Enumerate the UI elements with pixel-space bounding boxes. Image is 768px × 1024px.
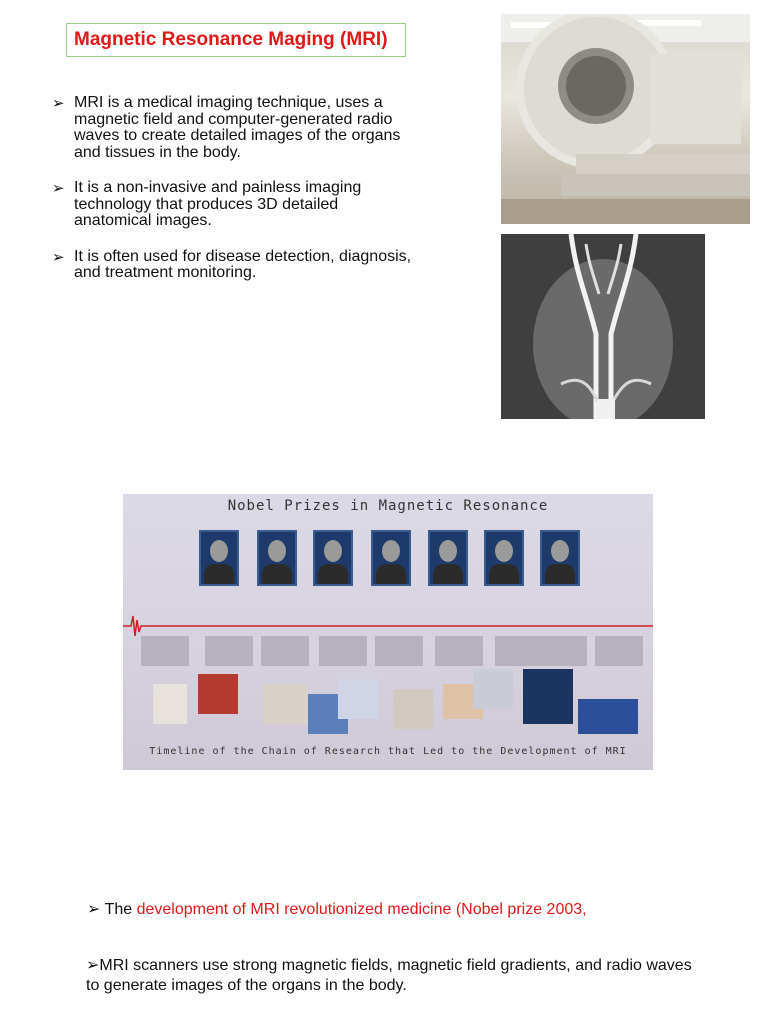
bullet-text: MRI is a medical imaging technique, uses a magnetic field and computer-generated radio waves to create detailed images of the organs and tissues in the body. (74, 94, 401, 161)
bottom-text-2: MRI scanners use strong magnetic fields, magnetic field gradients, and radio waves to generate images of the organs in the body. (86, 957, 692, 994)
arrow-bullet-icon: ➢ (87, 901, 101, 918)
bullet-text: It is a non-invasive and painless imaging technology that produces 3D detailed anatomical images. (74, 179, 362, 229)
board-heading: Nobel Prizes in Magnetic Resonance (227, 498, 549, 514)
page-title: Magnetic Resonance Maging (MRI) (74, 29, 388, 50)
bullet-list (52, 95, 412, 301)
arrow-bullet-icon: ➢ (86, 957, 100, 974)
bottom-text-highlight: development of MRI revolutionized medicine (Nobel prize 2003, (136, 901, 587, 918)
mr-angiography-image (501, 234, 705, 419)
arrow-bullet-icon: ➢ (52, 95, 65, 112)
bottom-text-prefix: The (104, 901, 137, 918)
bullet-item (52, 249, 412, 282)
bullet-item (52, 95, 412, 161)
timeline-caption: Timeline of the Chain of Research that Led to the Development of MRI (149, 746, 627, 757)
bottom-bullet-1 (87, 900, 587, 920)
bottom-bullet-2 (86, 956, 706, 996)
arrow-bullet-icon: ➢ (52, 180, 65, 197)
title-box (66, 23, 406, 57)
bullet-item (52, 180, 412, 230)
arrow-bullet-icon: ➢ (52, 248, 65, 266)
nobel-prizes-board-photo (123, 494, 653, 770)
bullet-text: It is often used for disease detection, diagnosis, and treatment monitoring. (74, 247, 412, 281)
mri-scanner-photo (501, 14, 750, 224)
